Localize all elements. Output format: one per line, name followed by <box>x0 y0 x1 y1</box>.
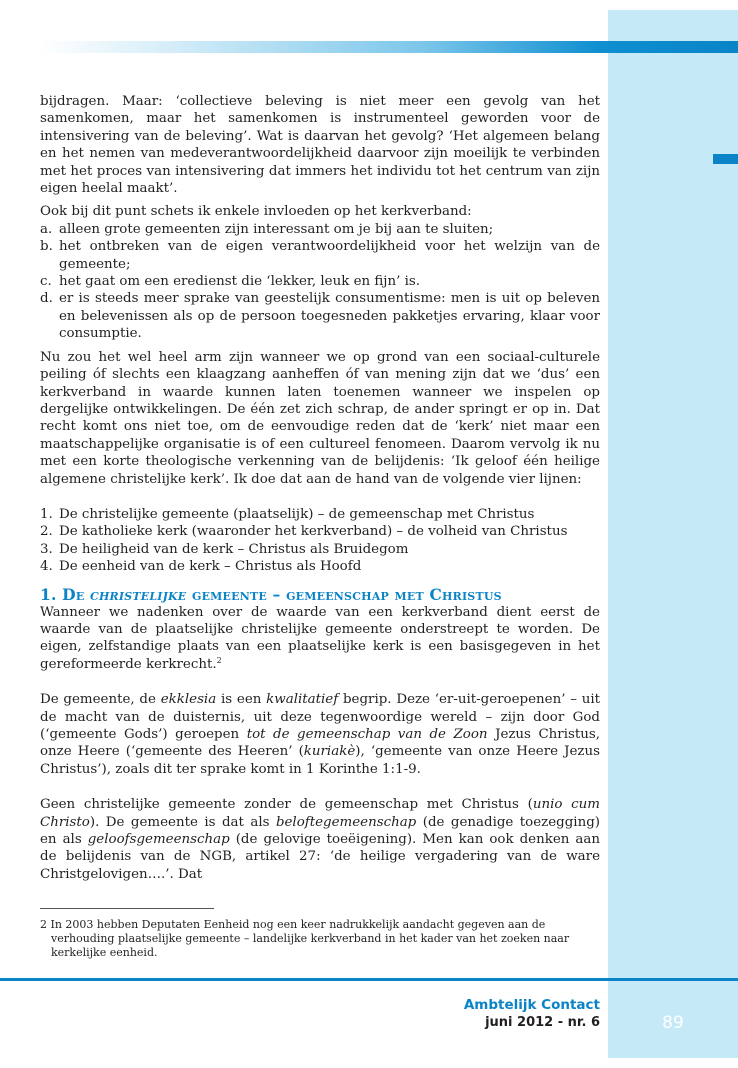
list-item: 1. De christelijke gemeente (plaatselijk) – de gemeenschap met Christus <box>40 506 535 522</box>
paragraph-collectieve-beleving: bijdragen. Maar: ‘collectieve beleving is niet meer een gevolg van het samenkomen, maar het samenkomen is instrumenteel geworden voor de intensivering van de beleving’. Wat is daarvan het gevolg? ‘Het algemeen belang en het nemen van medeverantwoordelijkheid daarvoor zijn moeilijk te verbinden met het proces van intensivering dat immers het individu tot het centrum van zijn eigen heelal maakt’. <box>40 94 600 197</box>
issue-label: juni 2012 - nr. 6 <box>485 1015 600 1030</box>
section-heading: 1. De christelijke gemeente – gemeenschap met Christus <box>40 584 502 604</box>
list-item: d. er is steeds meer sprake van geestelijk consumentisme: men is uit op beleven en belevenissen als op de persoon toegesneden pakketjes ervaring, klaar voor consumptie. <box>40 291 600 342</box>
four-lines-list <box>40 506 600 576</box>
footer-masthead <box>464 996 600 1032</box>
list-item: a. alleen grote gemeenten zijn interessant om je bij aan te sluiten; <box>40 221 494 237</box>
influences-list <box>40 221 600 343</box>
list-item: c. het gaat om een eredienst die ‘lekker, leuk en fijn’ is. <box>40 274 421 290</box>
footer-rule <box>0 978 738 981</box>
paragraph-sociaal-culturele-peiling: Nu zou het wel heel arm zijn wanneer we op grond van een sociaal-culturele peiling óf slechts een klaagzang aanheffen óf van mening zijn dat we ‘dus’ een kerkverband in waarde kunnen laten toenemen wanneer we inspelen op dergelijke ontwikkelingen. De één zet zich schrap, de ander springt er op in. Dat recht komt ons niet toe, om de eenvoudige reden dat de ‘kerk’ niet maar een maatschappelijke organisatie is of een cultureel fenomeen. Daarom vervolg ik nu met een korte theologische verkenning van de belijdenis: ‘Ik geloof één heilige algemene christelijke kerk’. Ik doe dat aan de hand van de volgende vier lijnen: <box>40 349 600 487</box>
paragraph-ekklesia: De gemeente, de ekklesia is een kwalitatief begrip. Deze ‘er-uit-geroepenen’ – uit de macht van de duisternis, uit deze tegenwoordige wereld – zijn door God (‘gemeente Gods’) geroepen tot de gemeenschap van de Zoon Jezus Christus, onze Heere (‘gemeente des Heeren’ (kuriakè), ‘gemeente van onze Heere Jezus Christus’), zoals dit ter sprake komt in 1 Korinthe 1:1-9. <box>40 692 600 777</box>
list-item: 3. De heiligheid van de kerk – Christus als Bruidegom <box>40 541 409 557</box>
page-number: 89 <box>662 1013 684 1033</box>
list-item: 2. De katholieke kerk (waaronder het kerkverband) – de volheid van Christus <box>40 524 568 540</box>
list-item: b. het ontbreken van de eigen verantwoordelijkheid voor het welzijn van de gemeente; <box>40 239 600 272</box>
paragraph-unio-cum-christo: Geen christelijke gemeente zonder de gemeenschap met Christus (unio cum Christo). De gemeente is dat als beloftegemeenschap (de genadige toezegging) en als geloofsgemeenschap (de gelovige toeëigening). Men kan ook denken aan de belijdenis van de NGB, artikel 27: ‘de heilige vergadering van de ware Christgelovigen….’. Dat <box>40 797 600 882</box>
paragraph-invloeden-intro: Ook bij dit punt schets ik enkele invloeden op het kerkverband: <box>40 204 472 220</box>
header-gradient-bar <box>40 41 738 53</box>
page-sidebar-band <box>608 10 738 1058</box>
magazine-name: Ambtelijk Contact <box>463 997 600 1013</box>
footnote-reference: 2 <box>216 655 222 665</box>
sidebar-tab-marker <box>713 154 738 164</box>
footnote-divider <box>40 908 214 909</box>
article-body <box>40 93 600 883</box>
footnote-marker: 2 <box>40 918 47 931</box>
list-item: 4. De eenheid van de kerk – Christus als Hoofd <box>40 559 362 575</box>
footnote <box>40 918 600 960</box>
paragraph-waarde-kerkverband: Wanneer we nadenken over de waarde van een kerkverband dient eerst de waarde van de plaatselijke christelijke gemeente onderstreept te worden. De eigen, zelfstandige plaats van een plaatselijke kerk is een basisgegeven in het gereformeerde kerkrecht.$^2$ <box>40 604 600 672</box>
footnote-text: In 2003 hebben Deputaten Eenheid nog een keer nadrukkelijk aandacht gegeven aan de verhouding plaatselijke gemeente – landelijke kerkverband in het kader van het zoeken naar kerkelijke eenheid. <box>50 918 570 959</box>
